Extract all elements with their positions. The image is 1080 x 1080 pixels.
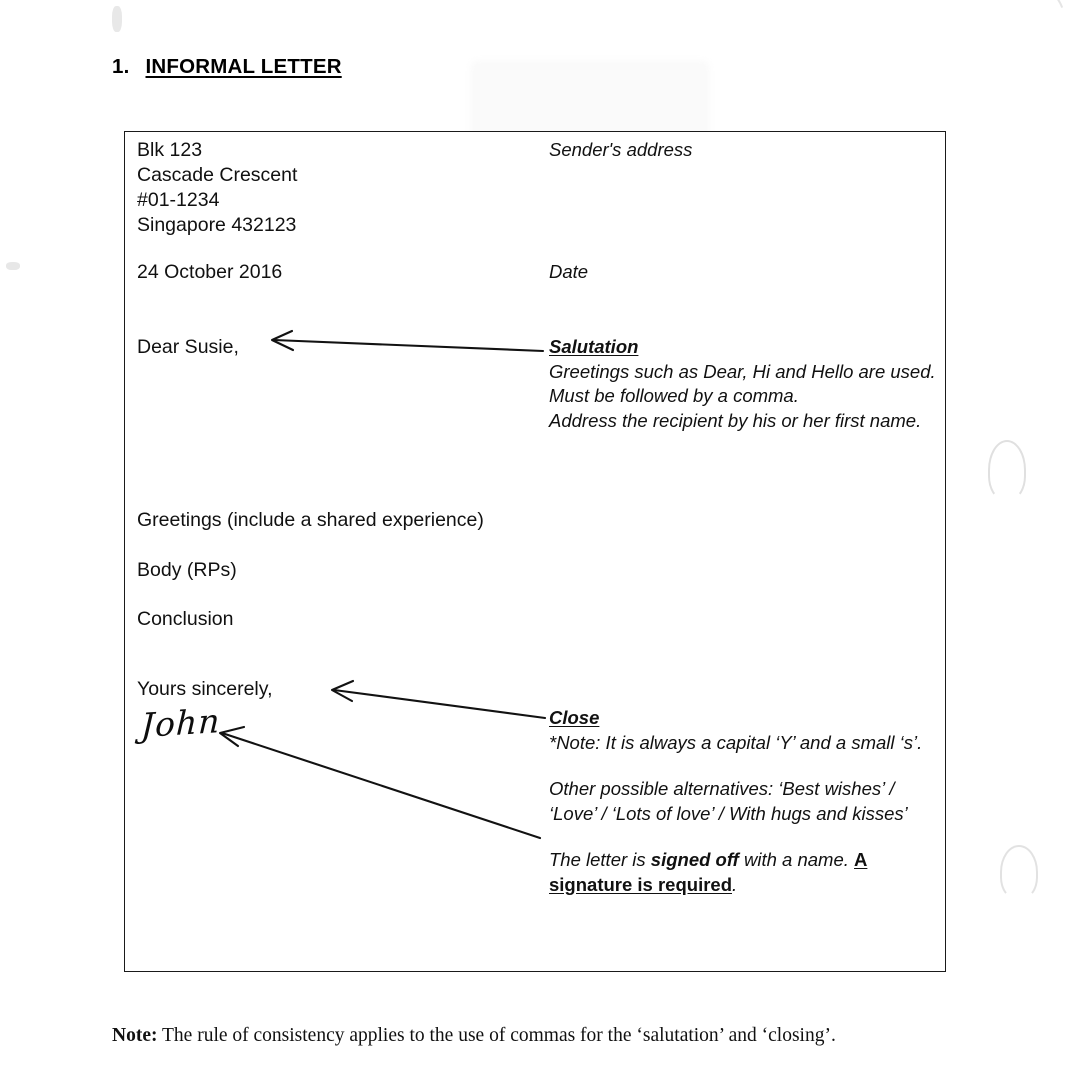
signoff-bold: signed off bbox=[650, 849, 739, 870]
signoff-middle: with a name. bbox=[738, 849, 855, 870]
letter-diagram-box bbox=[124, 131, 946, 972]
signoff-suffix: . bbox=[732, 873, 738, 895]
annotation-date bbox=[549, 260, 937, 285]
annotation-sender-address-label: Sender's address bbox=[549, 139, 693, 160]
footer-note bbox=[112, 1020, 952, 1051]
annotation-salutation-text-2: Address the recipient by his or her first name. bbox=[549, 409, 922, 431]
scan-artifact bbox=[981, 0, 1076, 60]
signoff-underline: A signature is required bbox=[549, 849, 868, 895]
scan-artifact bbox=[1000, 845, 1038, 899]
sender-address-line-2: Cascade Crescent bbox=[137, 164, 298, 186]
heading-text: INFORMAL LETTER bbox=[145, 55, 342, 78]
letter-body: Body (RPs) bbox=[137, 559, 237, 581]
annotation-date-label: Date bbox=[549, 261, 589, 282]
handwritten-signature: John bbox=[140, 701, 222, 746]
sender-address-line-4: Singapore 432123 bbox=[137, 214, 297, 236]
annotation-salutation-text-1: Greetings such as Dear, Hi and Hello are used. Must be followed by a comma. bbox=[549, 360, 936, 406]
letter-close: Yours sincerely, bbox=[137, 678, 273, 700]
page-title bbox=[112, 55, 342, 79]
annotation-close-label: Close bbox=[549, 707, 600, 728]
annotation-salutation-label: Salutation bbox=[549, 336, 639, 357]
annotation-close-signoff bbox=[549, 848, 937, 897]
letter-greetings: Greetings (include a shared experience) bbox=[137, 509, 484, 531]
signoff-prefix: The letter is bbox=[549, 849, 651, 870]
scan-artifact bbox=[112, 6, 122, 32]
annotation-close-note: *Note: It is always a capital ‘Y’ and a small ‘s’. bbox=[549, 731, 923, 753]
annotation-close-alternatives: Other possible alternatives: ‘Best wishes’ / ‘Love’ / ‘Lots of love’ / With hugs and kisses’ bbox=[549, 778, 908, 824]
annotation-close bbox=[549, 706, 937, 897]
sender-address-line-3: #01-1234 bbox=[137, 189, 220, 211]
letter-salutation: Dear Susie, bbox=[137, 336, 239, 358]
scan-artifact bbox=[6, 262, 20, 270]
letter-date: 24 October 2016 bbox=[137, 261, 283, 283]
sender-address-line-1: Blk 123 bbox=[137, 139, 203, 161]
letter-conclusion: Conclusion bbox=[137, 608, 234, 630]
footer-note-text: The rule of consistency applies to the use of commas for the ‘salutation’ and ‘closing’. bbox=[157, 1025, 836, 1046]
annotation-salutation bbox=[549, 335, 937, 433]
heading-number: 1. bbox=[112, 55, 130, 78]
annotation-sender-address bbox=[549, 138, 937, 163]
scan-artifact bbox=[988, 440, 1026, 500]
footer-note-label: Note: bbox=[112, 1025, 158, 1046]
